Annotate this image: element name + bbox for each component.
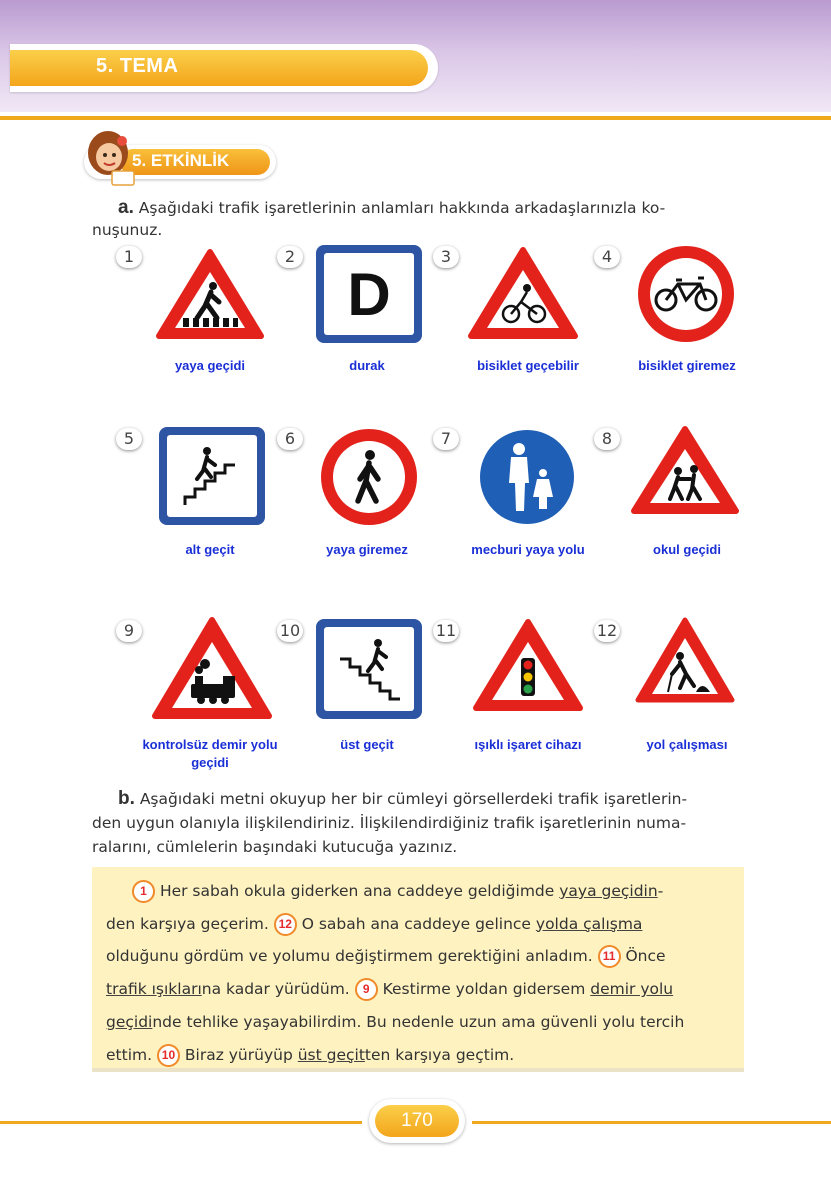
sign-caption-9-line2: geçidi xyxy=(191,755,229,770)
pedestrian-crossing-sign-icon xyxy=(155,248,265,340)
sign-caption-6: yaya giremez xyxy=(326,542,408,557)
section-b-line2: den uygun olanıyla ilişkilendiriniz. İlişkilendirdiğiniz trafik işaretlerinin numa- xyxy=(92,814,687,832)
bicycle-crossing-sign-icon xyxy=(467,246,579,340)
underlined-term: demir yolu xyxy=(590,980,674,999)
sign-caption-8: okul geçidi xyxy=(653,542,721,557)
underlined-term: üst geçit xyxy=(297,1045,365,1064)
footer-divider-left xyxy=(0,1121,362,1124)
sign-number-10: 10 xyxy=(277,620,303,642)
section-a-line2: nuşunuz. xyxy=(92,221,163,239)
sign-caption-2: durak xyxy=(349,358,385,373)
sign-caption-9 xyxy=(125,736,295,772)
sign-number-4: 4 xyxy=(594,246,620,268)
sign-number-7: 7 xyxy=(433,428,459,450)
sign-caption-1: yaya geçidi xyxy=(174,358,246,373)
underpass-sign-icon xyxy=(157,425,267,527)
sign-number-1: 1 xyxy=(116,246,142,268)
answer-box-2[interactable]: 12 xyxy=(274,913,297,936)
passage-line-6: ettim. 10 Biraz yürüyüp üst geçitten karşıya geçtim. xyxy=(106,1039,730,1072)
answer-box-5[interactable]: 10 xyxy=(157,1044,180,1067)
overpass-sign-icon xyxy=(314,617,424,721)
passage-text xyxy=(106,875,730,1071)
sign-caption-11: ışıklı işaret cihazı xyxy=(474,737,582,752)
section-b-line1: Aşağıdaki metni okuyup her bir cümleyi görsellerdeki trafik işaretlerin- xyxy=(139,790,688,808)
girl-mascot-icon xyxy=(84,127,138,187)
section-b-text xyxy=(118,788,743,810)
sign-number-11: 11 xyxy=(433,620,459,642)
sign-caption-3: bisiklet geçebilir xyxy=(477,358,579,373)
railway-crossing-sign-icon xyxy=(151,616,273,720)
sign-number-6: 6 xyxy=(277,428,303,450)
passage-line-1: 1 Her sabah okula giderken ana caddeye geldiğimde yaya geçidin- xyxy=(106,875,730,908)
underlined-term: yaya geçidin xyxy=(559,882,658,900)
theme-banner xyxy=(10,44,438,92)
section-a-line1: Aşağıdaki trafik işaretlerinin anlamları hakkında arkadaşlarınızla ko- xyxy=(138,199,666,217)
sign-caption-10: üst geçit xyxy=(340,737,394,752)
page-number-badge xyxy=(369,1099,465,1143)
bus-stop-letter: D xyxy=(347,261,391,328)
sign-caption-12: yol çalışması xyxy=(646,737,728,752)
mandatory-pedestrian-path-sign-icon xyxy=(473,425,581,529)
school-crossing-sign-icon xyxy=(630,425,740,515)
sign-number-8: 8 xyxy=(594,428,620,450)
no-pedestrians-sign-icon xyxy=(314,425,424,529)
bus-stop-sign-icon xyxy=(314,243,424,345)
header-divider xyxy=(0,116,831,120)
sign-caption-5: alt geçit xyxy=(185,542,235,557)
passage-line-2: den karşıya geçerim. 12 O sabah ana caddeye gelince yolda çalışma xyxy=(106,908,730,941)
passage-line-5: geçidinde tehlike yaşayabilirdim. Bu nedenle uzun ama güvenli yolu tercih xyxy=(106,1012,685,1031)
passage-line-3: olduğunu gördüm ve yolumu değiştirmem gerektiğini anladım. 11 Önce xyxy=(106,940,730,973)
sign-number-3: 3 xyxy=(433,246,459,268)
sign-number-12: 12 xyxy=(594,620,620,642)
activity-label: 5. ETKİNLİK xyxy=(132,151,230,170)
underlined-term: trafik ışıkları xyxy=(106,980,202,999)
section-a-letter: a. xyxy=(118,197,134,218)
theme-label: 5. TEMA xyxy=(96,55,179,77)
road-works-sign-icon xyxy=(634,616,736,704)
underlined-term: geçidi xyxy=(106,1012,153,1031)
section-b-letter: b. xyxy=(118,788,135,809)
sign-caption-4: bisiklet giremez xyxy=(638,358,736,373)
section-a-text xyxy=(118,197,738,219)
sign-caption-9-line1: kontrolsüz demir yolu xyxy=(142,737,278,752)
answer-box-1[interactable]: 1 xyxy=(132,880,155,903)
sign-number-2: 2 xyxy=(277,246,303,268)
sign-number-9: 9 xyxy=(116,620,142,642)
no-bicycles-sign-icon xyxy=(632,242,740,346)
answer-box-3[interactable]: 11 xyxy=(598,945,621,968)
traffic-light-sign-icon xyxy=(472,618,584,712)
footer-divider-right xyxy=(472,1121,831,1124)
underlined-term: yolda çalışma xyxy=(535,914,643,933)
page-number: 170 xyxy=(375,1105,459,1137)
passage-line-4: trafik ışıklarına kadar yürüdüm. 9 Kestirme yoldan gidersem demir yolu xyxy=(106,973,730,1006)
sign-number-5: 5 xyxy=(116,428,142,450)
section-b-line3: ralarını, cümlelerin başındaki kutucuğa yazınız. xyxy=(92,838,458,856)
answer-box-4[interactable]: 9 xyxy=(355,978,378,1001)
sign-caption-7: mecburi yaya yolu xyxy=(471,542,585,557)
